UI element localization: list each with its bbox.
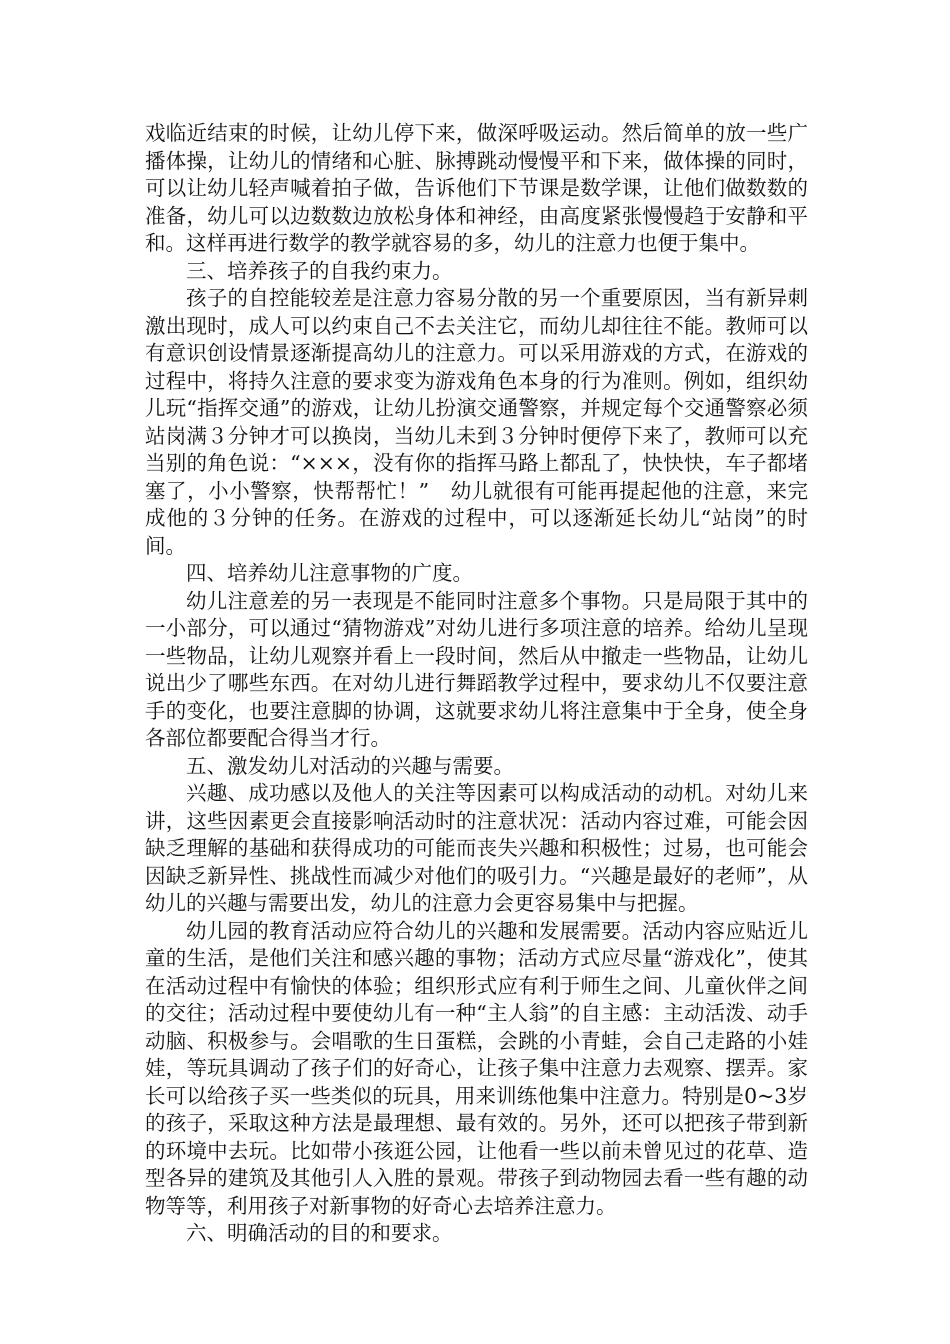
paragraph-attention-breadth: 幼儿注意差的另一表现是不能同时注意多个事物。只是局限于其中的一小部分，可以通过“猜物游戏”对幼儿进行多项注意的培养。给幼儿呈现一些物品，让幼儿观察并看上一段时间，然后从中撤走一些物品，让幼儿说出少了哪些东西。在对幼儿进行舞蹈教学过程中，要求幼儿不仅要注意手的变化，也要注意脚的协调，这就要求幼儿将注意集中于全身，使全身各部位都要配合得当才行。 bbox=[145, 588, 808, 750]
section-heading-4: 四、培养幼儿注意事物的广度。 bbox=[186, 561, 473, 585]
section-heading-3: 三、培养孩子的自我约束力。 bbox=[186, 258, 453, 283]
document-page bbox=[145, 120, 808, 1248]
section-heading-5: 五、激发幼儿对活动的兴趣与需要。 bbox=[186, 753, 514, 778]
paragraph-continued: 戏临近结束的时候，让幼儿停下来，做深呼吸运动。然后简单的放一些广播体操，让幼儿的情绪和心脏、脉搏跳动慢慢平和下来，做体操的同时，可以让幼儿轻声喊着拍子做，告诉他们下节课是数学课，让他们做数数的准备，幼儿可以边数数边放松身体和神经，由高度紧张慢慢趋于安静和平和。这样再进行数学的教学就容易的多，幼儿的注意力也便于集中。 bbox=[145, 121, 808, 255]
section-heading-6: 六、明确活动的目的和要求。 bbox=[186, 1221, 453, 1245]
paragraph-interest-motivation: 兴趣、成功感以及他人的关注等因素可以构成活动的动机。对幼儿来讲，这些因素更会直接影响活动时的注意状况：活动内容过难，可能会因缺乏理解的基础和获得成功的可能而丧失兴趣和积极性；过易，也可能会因缺乏新异性、挑战性而减少对他们的吸引力。“兴趣是最好的老师”，从幼儿的兴趣与需要出发，幼儿的注意力会更容易集中与把握。 bbox=[145, 781, 808, 915]
paragraph-self-control: 孩子的自控能较差是注意力容易分散的另一个重要原因，当有新异刺激出现时，成人可以约束自己不去关注它，而幼儿却往往不能。教师可以有意识创设情景逐渐提高幼儿的注意力。可以采用游戏的方式，在游戏的过程中，将持久注意的要求变为游戏角色本身的行为准则。例如，组织幼儿玩“指挥交通”的游戏，让幼儿扮演交通警察，并规定每个交通警察必须站岗满３分钟才可以换岗，当幼儿未到３分钟时便停下来了，教师可以充当别的角色说：“×××，没有你的指挥马路上都乱了，快快快，车子都堵塞了，小小警察，快帮帮忙！” 幼儿就很有可能再提起他的注意，来完成他的３分钟的任务。在游戏的过程中，可以逐渐延长幼儿“站岗”的时间。 bbox=[145, 286, 808, 558]
paragraph-kindergarten-activities: 幼儿园的教育活动应符合幼儿的兴趣和发展需要。活动内容应贴近儿童的生活，是他们关注和感兴趣的事物；活动方式应尽量“游戏化”，使其在活动过程中有愉快的体验；组织形式应有利于师生之间、儿童伙伴之间的交往；活动过程中要使幼儿有一种“主人翁”的自主感：主动活泼、动手动脑、积极参与。会唱歌的生日蛋糕，会跳的小青蛙，会自己走路的小娃娃，等玩具调动了孩子们的好奇心，让孩子集中注意力去观察、摆弄。家长可以给孩子买一些类似的玩具，用来训练他集中注意力。特别是0~3岁的孩子，采取这种方法是最理想、最有效的。另外，还可以把孩子带到新的环境中去玩。比如带小孩逛公园，让他看一些以前未曾见过的花草、造型各异的建筑及其他引人入胜的景观。带孩子到动物园去看一些有趣的动物等等，利用孩子对新事物的好奇心去培养注意力。 bbox=[145, 918, 808, 1218]
